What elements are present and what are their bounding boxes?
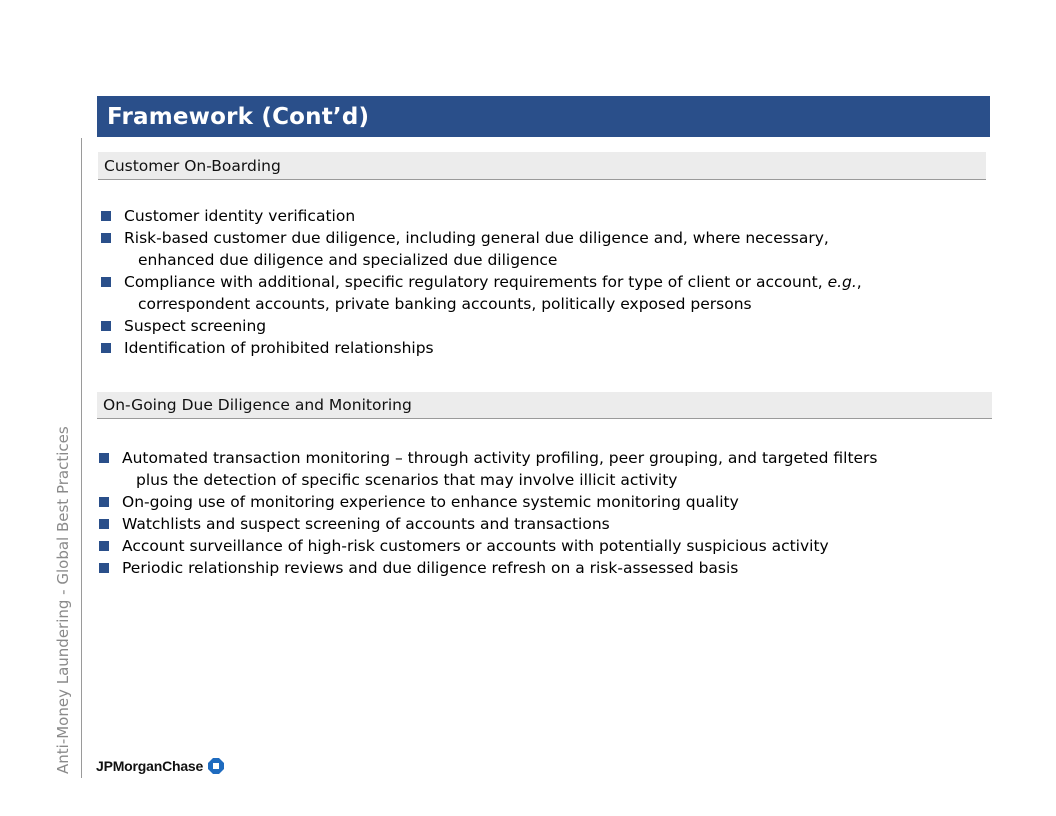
square-bullet-icon — [99, 541, 109, 551]
title-bar — [97, 96, 990, 137]
list-item — [100, 337, 980, 359]
page-title: Framework (Cont’d) — [107, 103, 370, 130]
square-bullet-icon — [101, 277, 111, 287]
list-item — [98, 513, 983, 535]
vertical-divider — [81, 138, 82, 778]
bullet-text: Customer identity verification — [124, 207, 356, 225]
onboarding-bullet-list — [100, 205, 980, 359]
square-bullet-icon — [99, 519, 109, 529]
square-bullet-icon — [99, 453, 109, 463]
company-logo — [96, 758, 224, 774]
list-item — [100, 315, 980, 337]
bullet-text: Automated transaction monitoring – through activity profiling, peer grouping, and targeted filters — [122, 449, 878, 467]
bullet-text: Suspect screening — [124, 317, 267, 335]
square-bullet-icon — [99, 497, 109, 507]
list-item — [98, 447, 983, 491]
bullet-text: On-going use of monitoring experience to enhance systemic monitoring quality — [122, 493, 739, 511]
bullet-text-continuation: plus the detection of specific scenarios that may involve illicit activity — [136, 471, 678, 489]
square-bullet-icon — [101, 233, 111, 243]
list-item — [98, 535, 983, 557]
bullet-text-suffix: , — [856, 273, 862, 291]
monitoring-bullet-list — [98, 447, 983, 579]
logo-wordmark: JPMorganChase — [96, 758, 204, 774]
bullet-text-continuation: correspondent accounts, private banking accounts, politically exposed persons — [138, 295, 752, 313]
bullet-text-continuation: enhanced due diligence and specialized due diligence — [138, 251, 558, 269]
vertical-document-label: Anti-Money Laundering - Global Best Practices — [54, 426, 72, 774]
list-item — [98, 557, 983, 579]
square-bullet-icon — [101, 321, 111, 331]
square-bullet-icon — [101, 343, 111, 353]
list-item — [100, 227, 980, 271]
section-header-ongoing-due-diligence: On-Going Due Diligence and Monitoring — [97, 392, 992, 419]
bullet-text: Watchlists and suspect screening of accounts and transactions — [122, 515, 610, 533]
list-item — [100, 271, 980, 315]
list-item — [98, 491, 983, 513]
square-bullet-icon — [101, 211, 111, 221]
section-header-customer-onboarding: Customer On-Boarding — [98, 152, 986, 180]
bullet-text-emphasis: e.g. — [827, 273, 857, 291]
square-bullet-icon — [99, 563, 109, 573]
octagon-logo-icon — [208, 758, 224, 774]
bullet-text: Periodic relationship reviews and due diligence refresh on a risk-assessed basis — [122, 559, 739, 577]
bullet-text: Compliance with additional, specific regulatory requirements for type of client or account, — [124, 273, 828, 291]
bullet-text: Identification of prohibited relationships — [124, 339, 434, 357]
list-item — [100, 205, 980, 227]
bullet-text: Risk-based customer due diligence, including general due diligence and, where necessary, — [124, 229, 829, 247]
bullet-text: Account surveillance of high-risk customers or accounts with potentially suspicious activity — [122, 537, 829, 555]
